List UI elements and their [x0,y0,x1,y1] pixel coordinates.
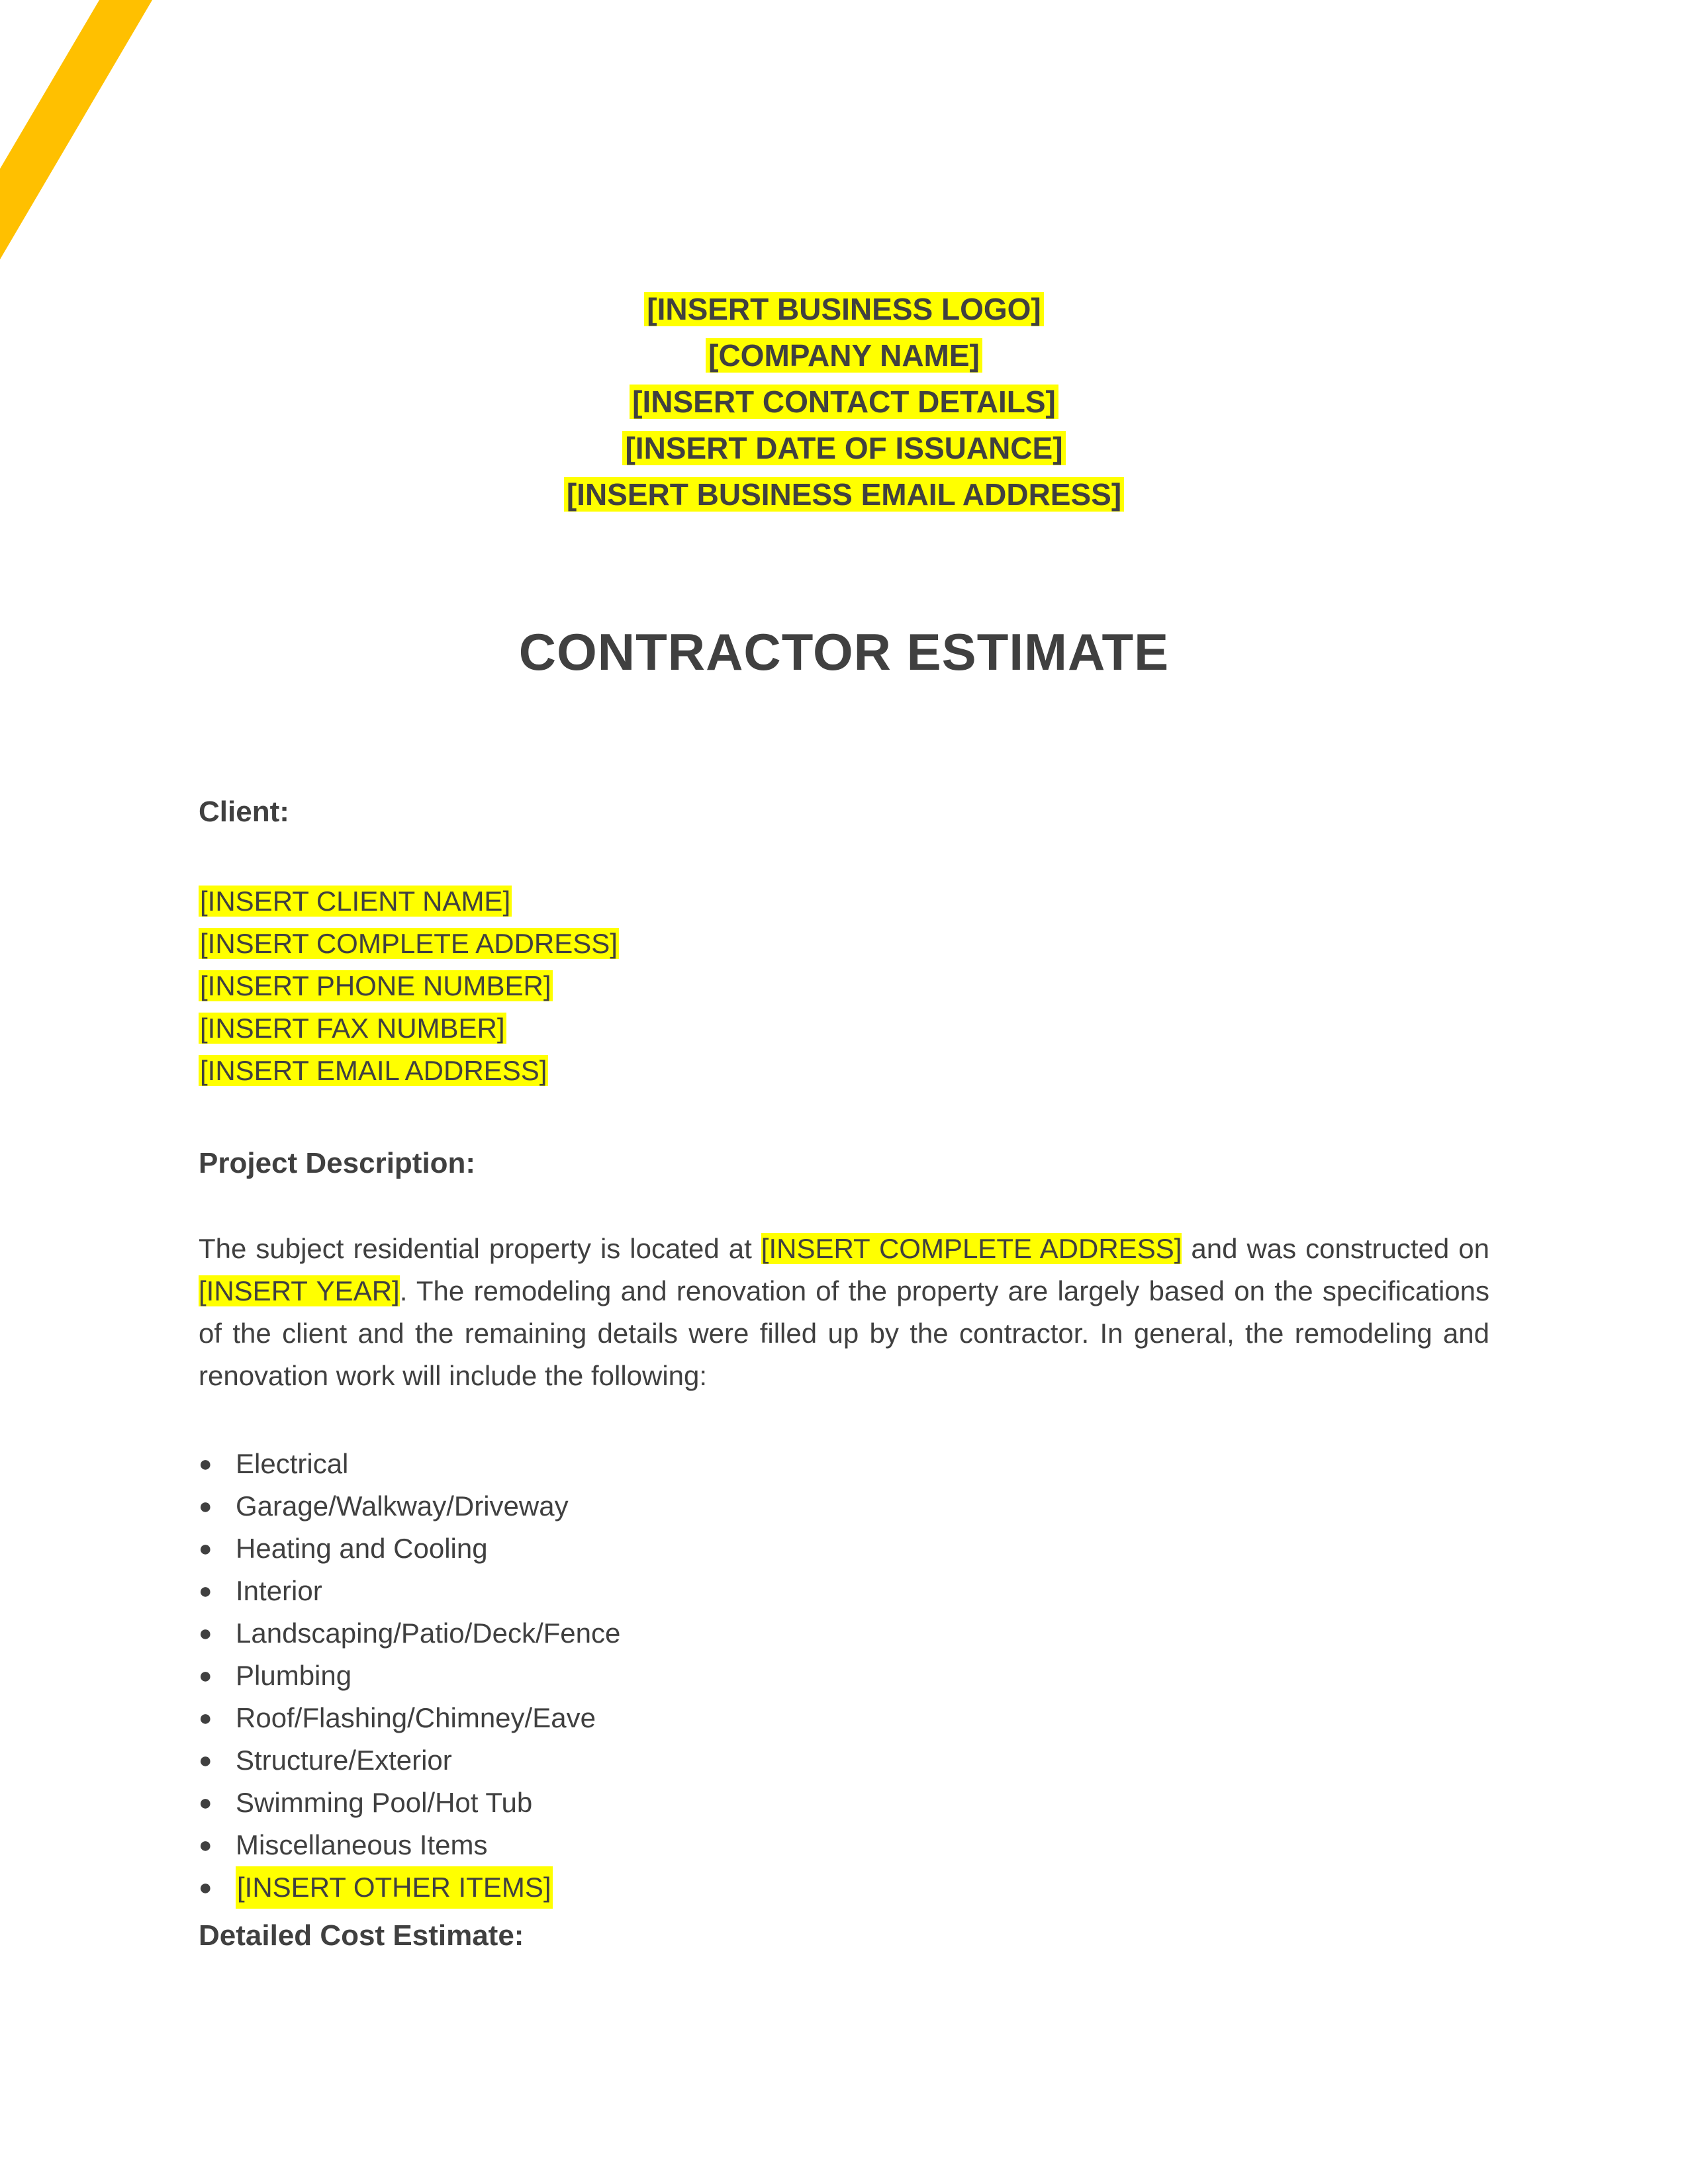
bullet-icon: ● [199,1875,212,1900]
document-title: CONTRACTOR ESTIMATE [518,623,1170,681]
client-fax: [INSERT FAX NUMBER] [200,1013,505,1044]
list-item [199,1866,1125,1909]
other-items-placeholder: [INSERT OTHER ITEMS] [236,1866,553,1909]
bullet-icon: ● [199,1663,212,1688]
bullet-icon: ● [199,1494,212,1519]
letterhead [0,286,1688,518]
accent-stripe-shape [0,0,152,259]
construction-year-placeholder: [INSERT YEAR] [199,1275,400,1306]
description-text-part: and was constructed on [1182,1233,1489,1264]
description-text-part: . The remodeling and renovation of the property are largely based on the specifications of the client and the remaining details were filled up by the contractor. In general, the remodeling and renovation work will include the following: [199,1275,1489,1391]
bullet-icon: ● [199,1621,212,1646]
client-details [199,880,993,1092]
client-name: [INSERT CLIENT NAME] [200,886,511,917]
bullet-icon: ● [199,1748,212,1773]
contact-details: [INSERT CONTACT DETAILS] [0,379,1688,425]
bullet-icon: ● [199,1451,212,1477]
client-phone: [INSERT PHONE NUMBER] [200,970,551,1001]
date-of-issuance: [INSERT DATE OF ISSUANCE] [0,425,1688,471]
bullet-icon: ● [199,1790,212,1815]
cost-estimate-heading: Detailed Cost Estimate: [199,1919,524,1952]
client-heading: Client: [199,796,289,828]
business-email: [INSERT BUSINESS EMAIL ADDRESS] [0,471,1688,518]
scope-of-work-list [199,1443,1125,1909]
list-item: ● Garage/Walkway/Driveway [199,1485,1125,1527]
list-item: ● Landscaping/Patio/Deck/Fence [199,1612,1125,1655]
client-email: [INSERT EMAIL ADDRESS] [200,1055,547,1086]
list-item: ● Plumbing [199,1655,1125,1697]
company-name: [COMPANY NAME] [0,332,1688,379]
bullet-icon: ● [199,1578,212,1604]
project-description-text [199,1228,1489,1397]
bullet-icon: ● [199,1833,212,1858]
property-address-placeholder: [INSERT COMPLETE ADDRESS] [761,1233,1182,1264]
bullet-icon: ● [199,1536,212,1561]
bullet-icon: ● [199,1706,212,1731]
project-description-heading: Project Description: [199,1147,476,1179]
list-item: ● Roof/Flashing/Chimney/Eave [199,1697,1125,1739]
client-address: [INSERT COMPLETE ADDRESS] [200,928,618,959]
logo-placeholder: [INSERT BUSINESS LOGO] [0,286,1688,332]
list-item: ● Electrical [199,1443,1125,1485]
accent-stripe [0,0,172,278]
list-item: ● Swimming Pool/Hot Tub [199,1782,1125,1824]
description-text-part: The subject residential property is located at [199,1233,761,1264]
list-item: ● Interior [199,1570,1125,1612]
list-item: ● Miscellaneous Items [199,1824,1125,1866]
list-item: ● Structure/Exterior [199,1739,1125,1782]
list-item: ● Heating and Cooling [199,1527,1125,1570]
